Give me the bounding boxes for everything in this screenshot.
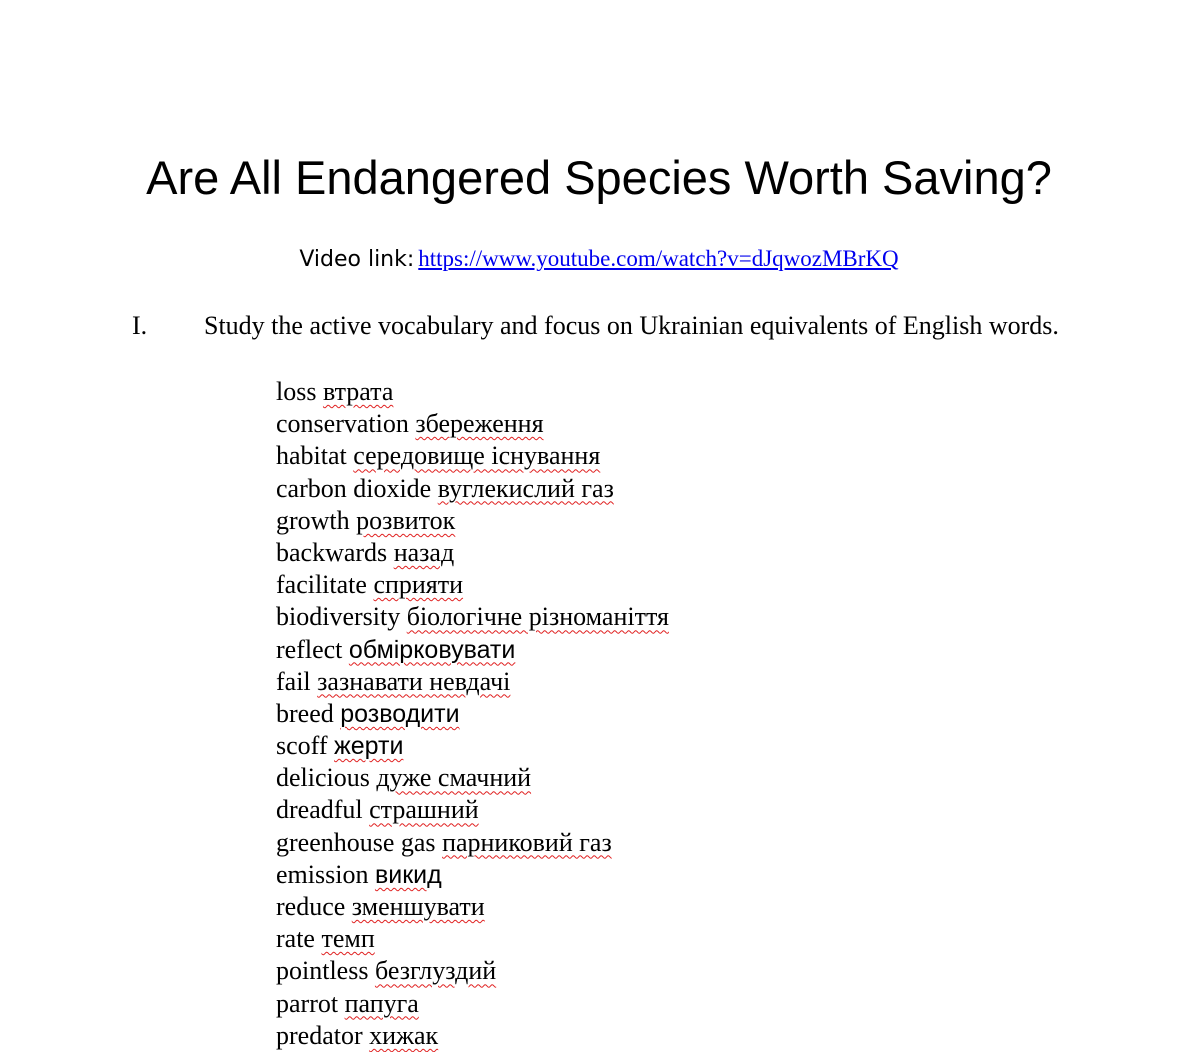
vocabulary-item xyxy=(276,891,669,923)
vocabulary-item xyxy=(276,440,669,472)
vocabulary-item xyxy=(276,537,669,569)
vocabulary-item xyxy=(276,698,669,730)
vocabulary-english-word: facilitate xyxy=(276,570,367,600)
vocabulary-english-word: parrot xyxy=(276,988,339,1018)
vocabulary-english-word: backwards xyxy=(276,537,388,567)
vocabulary-english-word: greenhouse gas xyxy=(276,827,436,857)
vocabulary-item xyxy=(276,376,669,408)
vocabulary-english-word: reduce xyxy=(276,892,346,921)
vocabulary-english-word: delicious xyxy=(276,763,370,793)
vocabulary-ukrainian-translation: обмірковувати xyxy=(348,635,516,664)
vocabulary-ukrainian-translation: втрата xyxy=(322,377,394,406)
vocabulary-english-word: reflect xyxy=(276,634,343,664)
vocabulary-english-word: predator xyxy=(276,1020,363,1050)
vocabulary-item xyxy=(276,505,669,537)
vocabulary-item xyxy=(276,923,669,955)
video-link[interactable]: https://www.youtube.com/watch?v=dJqwozMBrKQ xyxy=(418,246,899,271)
vocabulary-ukrainian-translation: дуже смачний xyxy=(376,763,532,793)
vocabulary-english-word: pointless xyxy=(276,956,369,986)
vocabulary-ukrainian-translation: викид xyxy=(374,860,442,889)
vocabulary-english-word: habitat xyxy=(276,441,347,471)
vocabulary-ukrainian-translation: папуга xyxy=(344,988,419,1018)
vocabulary-item xyxy=(276,988,669,1020)
vocabulary-list xyxy=(276,376,669,1052)
document-title: Are All Endangered Species Worth Saving? xyxy=(146,151,1052,204)
vocabulary-ukrainian-translation: розводити xyxy=(340,699,460,728)
vocabulary-item xyxy=(276,859,669,891)
vocabulary-ukrainian-translation: зазнавати невдачі xyxy=(317,666,511,696)
vocabulary-item xyxy=(276,666,669,698)
vocabulary-english-word: rate xyxy=(276,924,315,954)
vocabulary-english-word: breed xyxy=(276,698,334,728)
vocabulary-item xyxy=(276,827,669,859)
vocabulary-ukrainian-translation: назад xyxy=(393,537,455,567)
section-instruction: Study the active vocabulary and focus on Ukrainian equivalents of English words. xyxy=(204,311,1059,340)
vocabulary-item xyxy=(276,955,669,987)
vocabulary-ukrainian-translation: безглуздий xyxy=(374,956,497,986)
vocabulary-item xyxy=(276,601,669,633)
vocabulary-ukrainian-translation: парниковий газ xyxy=(442,827,612,857)
vocabulary-english-word: conservation xyxy=(276,409,409,439)
vocabulary-english-word: emission xyxy=(276,859,369,889)
vocabulary-ukrainian-translation: біологічне різноманіття xyxy=(406,602,669,632)
video-link-label: Video link: xyxy=(299,247,415,272)
vocabulary-item xyxy=(276,762,669,794)
vocabulary-english-word: dreadful xyxy=(276,795,363,825)
vocabulary-english-word: scoff xyxy=(276,731,328,761)
vocabulary-ukrainian-translation: темп xyxy=(321,924,375,954)
video-link-line xyxy=(0,246,1198,272)
vocabulary-item xyxy=(276,730,669,762)
vocabulary-ukrainian-translation: сприяти xyxy=(373,570,464,600)
vocabulary-ukrainian-translation: зменшувати xyxy=(351,892,485,921)
vocabulary-ukrainian-translation: середовище існування xyxy=(353,441,601,471)
vocabulary-english-word: fail xyxy=(276,666,311,696)
vocabulary-item xyxy=(276,473,669,505)
vocabulary-ukrainian-translation: страшний xyxy=(369,795,479,825)
vocabulary-item xyxy=(276,634,669,666)
vocabulary-ukrainian-translation: розвиток xyxy=(356,505,456,535)
section-number: I. xyxy=(132,311,148,340)
vocabulary-ukrainian-translation: збереження xyxy=(415,409,544,439)
vocabulary-english-word: carbon dioxide xyxy=(276,473,432,503)
vocabulary-english-word: growth xyxy=(276,505,350,535)
vocabulary-item xyxy=(276,569,669,601)
vocabulary-item xyxy=(276,408,669,440)
vocabulary-english-word: biodiversity xyxy=(276,602,401,632)
vocabulary-ukrainian-translation: вуглекислий газ xyxy=(437,473,614,503)
vocabulary-english-word: loss xyxy=(276,377,317,406)
vocabulary-ukrainian-translation: хижак xyxy=(369,1020,439,1050)
vocabulary-ukrainian-translation: жерти xyxy=(334,732,404,761)
vocabulary-item xyxy=(276,1020,669,1052)
vocabulary-item xyxy=(276,794,669,826)
